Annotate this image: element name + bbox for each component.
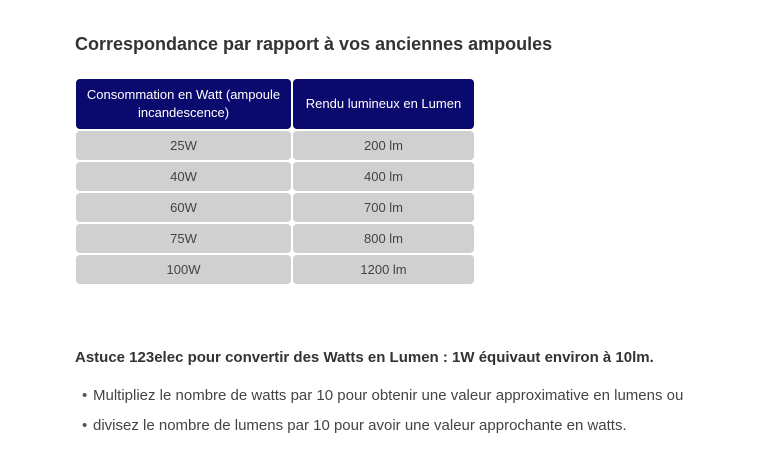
table-header-lumen: Rendu lumineux en Lumen xyxy=(293,79,474,129)
list-item-text: divisez le nombre de lumens par 10 pour avoir une valeur approchante en watts. xyxy=(93,417,627,434)
conversion-table xyxy=(76,79,474,284)
table-cell-watt: 75W xyxy=(76,224,291,253)
conversion-tip: Astuce 123elec pour convertir des Watts en Lumen : 1W équivaut environ à 10lm. xyxy=(75,349,654,366)
table-cell-lumen: 800 lm xyxy=(293,224,474,253)
table-cell-lumen: 400 lm xyxy=(293,162,474,191)
table-cell-watt: 60W xyxy=(76,193,291,222)
table-cell-watt: 40W xyxy=(76,162,291,191)
table-cell-watt: 25W xyxy=(76,131,291,160)
list-item xyxy=(82,386,683,416)
tip-list xyxy=(82,386,683,446)
table-cell-watt: 100W xyxy=(76,255,291,284)
bullet-icon: • xyxy=(82,417,88,434)
page-title: Correspondance par rapport à vos anciennes ampoules xyxy=(75,34,553,54)
list-item xyxy=(82,416,683,446)
bullet-icon: • xyxy=(82,387,88,404)
table-cell-lumen: 1200 lm xyxy=(293,255,474,284)
table-header-watt: Consommation en Watt (ampoule incandescence) xyxy=(76,79,291,129)
table-cell-lumen: 200 lm xyxy=(293,131,474,160)
list-item-text: Multipliez le nombre de watts par 10 pour obtenir une valeur approximative en lumens ou xyxy=(93,387,684,404)
table-cell-lumen: 700 lm xyxy=(293,193,474,222)
